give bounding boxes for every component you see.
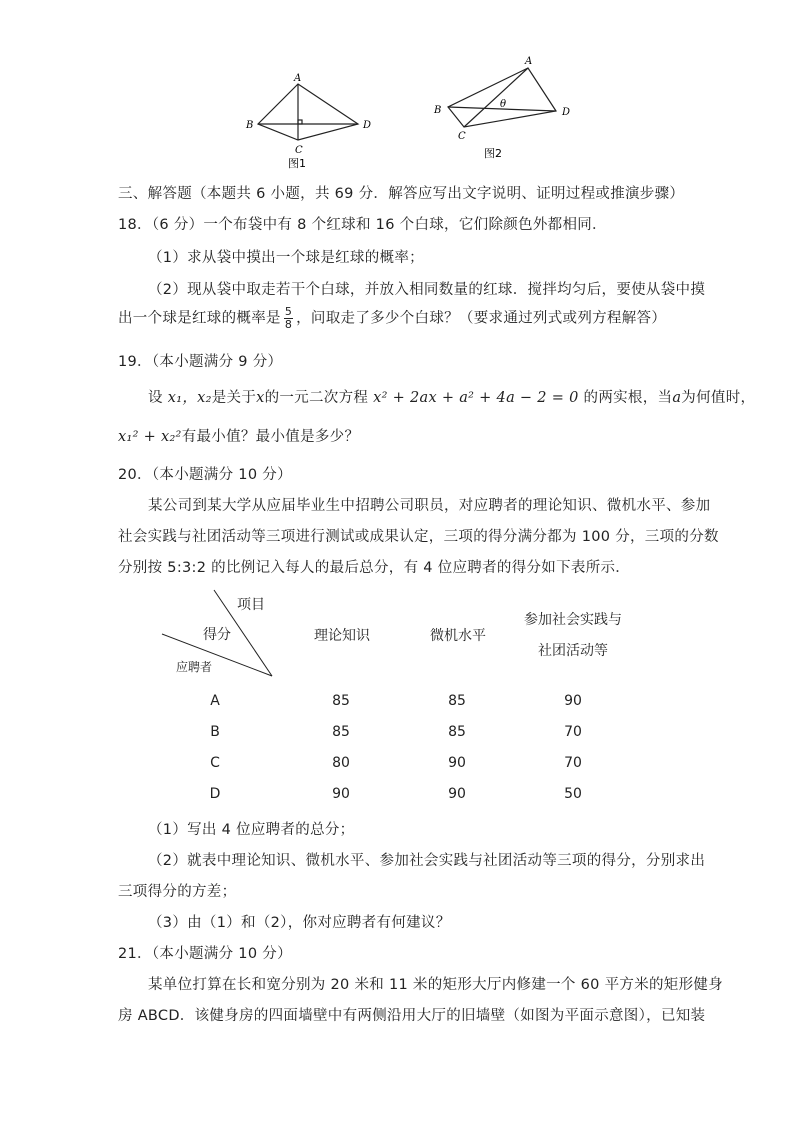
figure-2	[428, 55, 588, 165]
q19-roots: x₁，x₂	[167, 390, 212, 406]
q19-line1	[148, 386, 755, 407]
row-name: A	[210, 693, 220, 709]
row-name: C	[210, 755, 220, 771]
q21-para-line1: 某单位打算在长和宽分别为 20 米和 11 米的矩形大厅内修建一个 60 平方米的矩形健身	[148, 977, 724, 993]
fig1-label-b: B	[246, 120, 254, 131]
row-computer: 90	[448, 786, 466, 802]
row-computer: 90	[448, 755, 466, 771]
fig1-caption: 图1	[288, 157, 306, 170]
q20-part2-line1: （2）就表中理论知识、微机水平、参加社会实践与社团活动等三项的得分，分别求出	[148, 853, 706, 869]
q18-title: 18．（6 分）一个布袋中有 8 个红球和 16 个白球，它们除颜色外都相同．	[118, 217, 607, 233]
row-computer: 85	[448, 724, 466, 740]
row-computer: 85	[448, 693, 466, 709]
q18-part2-line1: （2）现从袋中取走若干个白球，并放入相同数量的红球．搅拌均匀后，要使从袋中摸	[148, 282, 706, 298]
q18-part1: （1）求从袋中摸出一个球是红球的概率；	[148, 250, 424, 266]
q19-text-b: 是关于	[211, 390, 257, 406]
table-corner-score: 得分	[203, 627, 231, 643]
q18-fraction	[284, 306, 293, 331]
q18-part2-line2	[118, 306, 666, 331]
q20-part3: （3）由（1）和（2），你对应聘者有何建议？	[148, 915, 451, 931]
fig2-label-c: C	[458, 131, 466, 142]
row-social: 70	[564, 724, 582, 740]
row-theory: 85	[332, 693, 350, 709]
row-social: 70	[564, 755, 582, 771]
q20-part1: （1）写出 4 位应聘者的总分；	[148, 822, 355, 838]
fraction-denominator: 8	[284, 318, 293, 331]
q19-expression: x₁² + x₂²	[118, 429, 182, 445]
q20-title: 20．（本小题满分 10 分）	[118, 467, 292, 483]
q19-var-x: x	[256, 390, 265, 406]
table-header-social-l1: 参加社会实践与	[524, 612, 622, 628]
q19-line2	[118, 425, 359, 446]
fig2-label-a: A	[525, 56, 533, 67]
row-name: D	[209, 786, 221, 802]
figure-1	[240, 70, 380, 175]
q18-part2-line2-post: ，问取走了多少个白球？（要求通过列式或列方程解答）	[296, 310, 667, 327]
fraction-numerator: 5	[284, 305, 293, 318]
q19-equation: x² + 2ax + a² + 4a − 2 = 0	[373, 390, 579, 406]
q19-text-d: 的两实根，当	[583, 390, 673, 406]
fig2-label-d: D	[562, 107, 571, 118]
q20-para-line1: 某公司到某大学从应届毕业生中招聘公司职员，对应聘者的理论知识、微机水平、参加	[148, 498, 711, 514]
row-social: 90	[564, 693, 582, 709]
row-social: 50	[564, 786, 582, 802]
table-header-theory: 理论知识	[314, 628, 370, 644]
q19-var-a: a	[672, 390, 682, 406]
q19-text-c: 的一元二次方程	[264, 390, 369, 406]
fig1-label-a: A	[294, 73, 302, 84]
q19-text-a: 设	[148, 390, 163, 406]
q20-para-line2: 社会实践与社团活动等三项进行测试或成果认定，三项的得分满分都为 100 分，三项的分数	[118, 529, 719, 545]
fig2-caption: 图2	[484, 147, 502, 160]
row-theory: 85	[332, 724, 350, 740]
fig1-label-d: D	[363, 120, 372, 131]
table-header-computer: 微机水平	[430, 628, 486, 644]
row-name: B	[210, 724, 220, 740]
q21-title: 21．（本小题满分 10 分）	[118, 946, 292, 962]
fig2-label-theta: θ	[500, 99, 507, 110]
q20-part2-line2: 三项得分的方差；	[118, 884, 237, 900]
q20-para-line3: 分别按 5:3:2 的比例记入每人的最后总分，有 4 位应聘者的得分如下表所示．	[118, 560, 631, 576]
table-header-social-l2: 社团活动等	[538, 643, 608, 659]
q18-part2-line2-pre: 出一个球是红球的概率是	[118, 310, 281, 327]
q19-title: 19．（本小题满分 9 分）	[118, 354, 283, 370]
table-corner-item: 项目	[237, 597, 265, 613]
q19-text-e: 为何值时，	[681, 390, 756, 406]
row-theory: 90	[332, 786, 350, 802]
section-heading: 三、解答题（本题共 6 小题，共 69 分．解答应写出文字说明、证明过程或推演步骤）	[118, 186, 685, 202]
q21-para-line2: 房 ABCD．该健身房的四面墙壁中有两侧沿用大厅的旧墙壁（如图为平面示意图），已知装	[118, 1008, 706, 1024]
q19-text-rest: 有最小值？最小值是多少？	[181, 429, 360, 445]
row-theory: 80	[332, 755, 350, 771]
fig1-label-c: C	[295, 145, 303, 156]
table-corner-applicant: 应聘者	[176, 660, 213, 674]
fig2-label-b: B	[434, 105, 442, 116]
